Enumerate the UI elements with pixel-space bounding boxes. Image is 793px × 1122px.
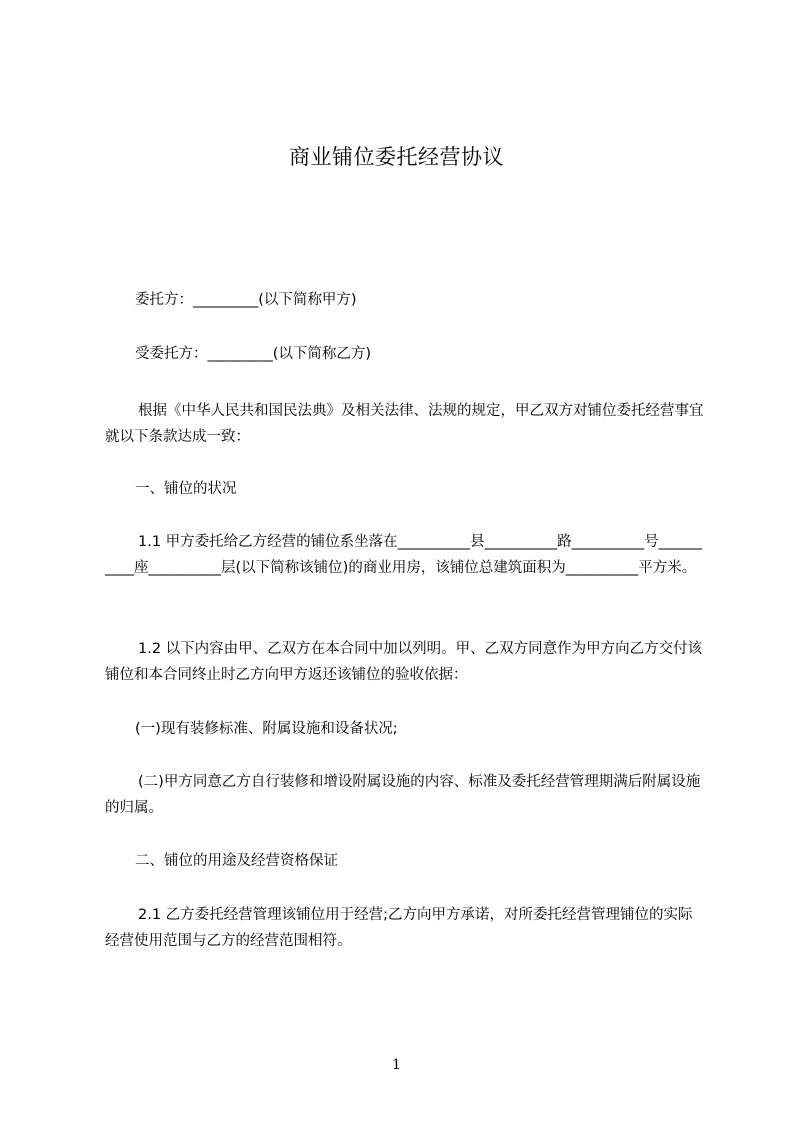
page-number: 1 <box>392 1057 401 1073</box>
principal-party-line: 委托方：_________(以下简称甲方) <box>135 292 357 308</box>
clause-1-2-item-2: (二)甲方同意乙方自行装修和增设附属设施的内容、标准及委托经营管理期满后附属设施的归属。 <box>105 774 701 816</box>
agent-party-line: 受委托方：_________(以下简称乙方) <box>135 346 372 362</box>
section-heading-2: 二、铺位的用途及经营资格保证 <box>135 853 338 869</box>
section-heading-1: 一、铺位的状况 <box>135 481 237 497</box>
document-title: 商业铺位委托经营协议 <box>289 145 504 169</box>
clause-1-2: 1.2 以下内容由甲、乙双方在本合同中加以列明。甲、乙双方同意作为甲方向乙方交付该铺位和本合同终止时乙方向甲方返还该铺位的验收依据： <box>105 641 703 683</box>
preamble-paragraph: 根据《中华人民共和国民法典》及相关法律、法规的规定，甲乙双方对铺位委托经营事宜就以下条款达成一致： <box>105 403 704 445</box>
clause-2-1: 2.1 乙方委托经营管理该铺位用于经营;乙方向甲方承诺，对所委托经营管理铺位的实际经营使用范围与乙方的经营范围相符。 <box>105 907 693 949</box>
clause-1-1: 1.1 甲方委托给乙方经营的铺位系坐落在__________县__________路__________号__________座__________层(以下简称该铺位)的商业用房，该铺位总建筑面积为__________平方米。 <box>105 534 703 576</box>
clause-1-2-item-1: (一)现有装修标准、附属设施和设备状况; <box>135 721 398 737</box>
